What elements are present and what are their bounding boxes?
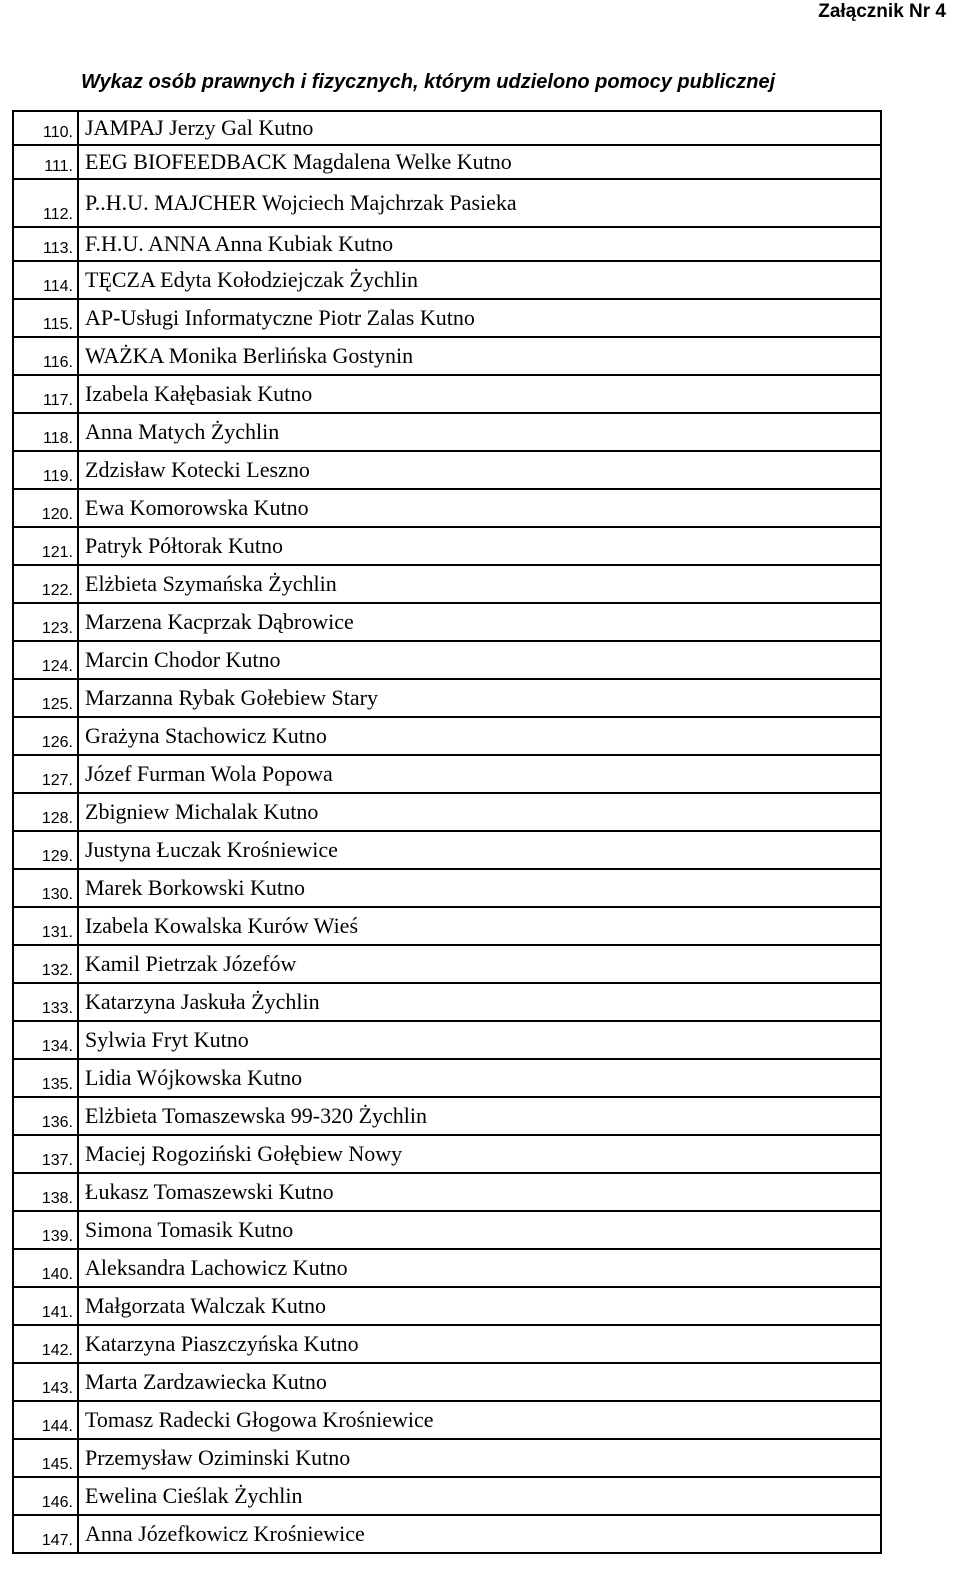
table-row [13,603,881,641]
table-row [13,299,881,337]
row-number: 124. [13,641,78,679]
row-number: 127. [13,755,78,793]
beneficiary-name: AP-Usługi Informatyczne Piotr Zalas Kutno [78,299,881,337]
row-number: 125. [13,679,78,717]
beneficiary-name: Przemysław Oziminski Kutno [78,1439,881,1477]
table-row [13,945,881,983]
beneficiary-name: F.H.U. ANNA Anna Kubiak Kutno [78,227,881,261]
beneficiary-name: EEG BIOFEEDBACK Magdalena Welke Kutno [78,145,881,179]
table-row [13,755,881,793]
beneficiary-name: Maciej Rogoziński Gołębiew Nowy [78,1135,881,1173]
beneficiary-name: Elżbieta Szymańska Żychlin [78,565,881,603]
row-number: 114. [13,261,78,299]
row-number: 140. [13,1249,78,1287]
beneficiary-name: Justyna Łuczak Krośniewice [78,831,881,869]
table-row [13,179,881,227]
beneficiary-name: Patryk Półtorak Kutno [78,527,881,565]
table-row [13,1211,881,1249]
table-row [13,983,881,1021]
beneficiary-name: Grażyna Stachowicz Kutno [78,717,881,755]
beneficiary-name: Marcin Chodor Kutno [78,641,881,679]
table-row [13,1325,881,1363]
table-row [13,679,881,717]
document-title: Wykaz osób prawnych i fizycznych, którym udzielono pomocy publicznej [81,71,776,93]
beneficiary-name: Józef Furman Wola Popowa [78,755,881,793]
row-number: 128. [13,793,78,831]
table-row [13,145,881,179]
beneficiary-name: Aleksandra Lachowicz Kutno [78,1249,881,1287]
table-row [13,1363,881,1401]
table-row [13,1097,881,1135]
beneficiary-name: Marta Zardzawiecka Kutno [78,1363,881,1401]
beneficiary-name: Zbigniew Michalak Kutno [78,793,881,831]
table-row [13,337,881,375]
beneficiary-name: Marek Borkowski Kutno [78,869,881,907]
row-number: 134. [13,1021,78,1059]
table-row [13,831,881,869]
table-row [13,261,881,299]
table-row [13,1477,881,1515]
table-row [13,1249,881,1287]
row-number: 116. [13,337,78,375]
row-number: 123. [13,603,78,641]
row-number: 112. [13,179,78,227]
beneficiary-name: Izabela Kowalska Kurów Wieś [78,907,881,945]
table-row [13,1059,881,1097]
row-number: 147. [13,1515,78,1553]
beneficiary-name: Zdzisław Kotecki Leszno [78,451,881,489]
row-number: 136. [13,1097,78,1135]
table-row [13,565,881,603]
row-number: 145. [13,1439,78,1477]
row-number: 133. [13,983,78,1021]
row-number: 122. [13,565,78,603]
beneficiary-name: Marzena Kacprzak Dąbrowice [78,603,881,641]
annex-label: Załącznik Nr 4 [818,1,946,22]
table-row [13,451,881,489]
row-number: 121. [13,527,78,565]
table-row [13,1021,881,1059]
beneficiary-name: Sylwia Fryt Kutno [78,1021,881,1059]
row-number: 132. [13,945,78,983]
row-number: 138. [13,1173,78,1211]
beneficiary-name: P..H.U. MAJCHER Wojciech Majchrzak Pasieka [78,179,881,227]
table-row [13,489,881,527]
beneficiary-name: TĘCZA Edyta Kołodziejczak Żychlin [78,261,881,299]
row-number: 146. [13,1477,78,1515]
beneficiary-name: Katarzyna Piaszczyńska Kutno [78,1325,881,1363]
beneficiary-name: Małgorzata Walczak Kutno [78,1287,881,1325]
row-number: 118. [13,413,78,451]
row-number: 141. [13,1287,78,1325]
table-row [13,227,881,261]
row-number: 111. [13,145,78,179]
beneficiary-name: Lidia Wójkowska Kutno [78,1059,881,1097]
row-number: 130. [13,869,78,907]
row-number: 119. [13,451,78,489]
table-row [13,1287,881,1325]
row-number: 113. [13,227,78,261]
row-number: 126. [13,717,78,755]
table-row [13,641,881,679]
row-number: 120. [13,489,78,527]
beneficiary-name: Ewelina Cieślak Żychlin [78,1477,881,1515]
row-number: 129. [13,831,78,869]
beneficiary-name: Elżbieta Tomaszewska 99-320 Żychlin [78,1097,881,1135]
beneficiary-name: Simona Tomasik Kutno [78,1211,881,1249]
row-number: 131. [13,907,78,945]
row-number: 143. [13,1363,78,1401]
beneficiary-name: Izabela Kałębasiak Kutno [78,375,881,413]
row-number: 139. [13,1211,78,1249]
beneficiary-name: WAŻKA Monika Berlińska Gostynin [78,337,881,375]
table-row [13,1515,881,1553]
beneficiary-name: Kamil Pietrzak Józefów [78,945,881,983]
beneficiary-name: Marzanna Rybak Gołebiew Stary [78,679,881,717]
beneficiary-name: Katarzyna Jaskuła Żychlin [78,983,881,1021]
row-number: 117. [13,375,78,413]
table-row [13,1401,881,1439]
table-row [13,717,881,755]
beneficiary-name: Tomasz Radecki Głogowa Krośniewice [78,1401,881,1439]
table-row [13,1135,881,1173]
table-row [13,907,881,945]
row-number: 110. [13,111,78,145]
beneficiary-name: Anna Józefkowicz Krośniewice [78,1515,881,1553]
table-row [13,1439,881,1477]
table-row [13,1173,881,1211]
table-row [13,111,881,145]
table-row [13,793,881,831]
beneficiary-name: Łukasz Tomaszewski Kutno [78,1173,881,1211]
beneficiary-name: JAMPAJ Jerzy Gal Kutno [78,111,881,145]
table-body [13,111,881,1553]
table-row [13,375,881,413]
table-row [13,869,881,907]
table-row [13,413,881,451]
row-number: 144. [13,1401,78,1439]
row-number: 115. [13,299,78,337]
beneficiary-name: Anna Matych Żychlin [78,413,881,451]
row-number: 137. [13,1135,78,1173]
row-number: 135. [13,1059,78,1097]
row-number: 142. [13,1325,78,1363]
beneficiaries-table [12,110,882,1554]
table-row [13,527,881,565]
beneficiary-name: Ewa Komorowska Kutno [78,489,881,527]
